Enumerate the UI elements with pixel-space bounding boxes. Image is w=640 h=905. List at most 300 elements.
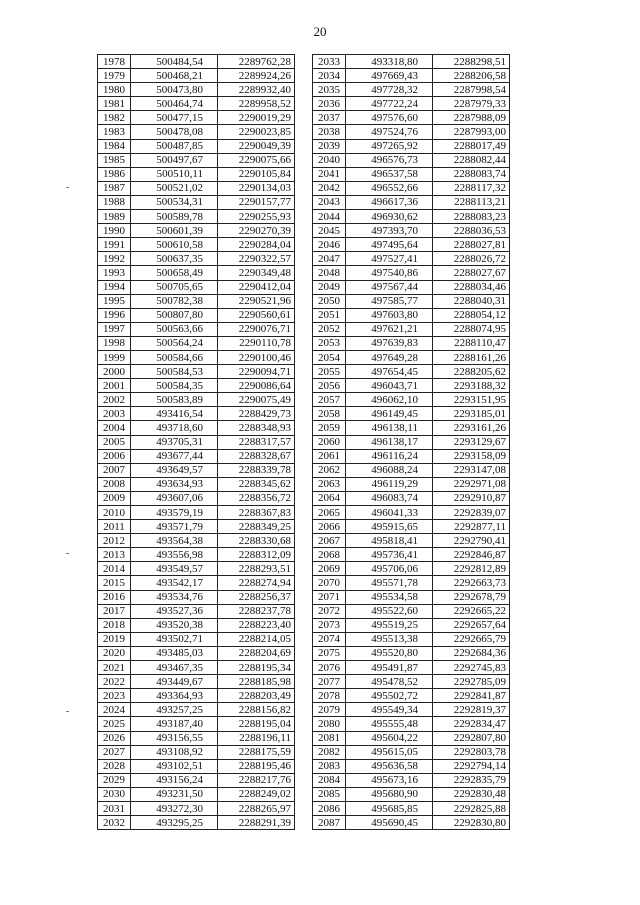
table-row bbox=[98, 294, 295, 308]
point-number-cell: 2086 bbox=[313, 801, 346, 815]
point-number-cell: 2032 bbox=[98, 816, 131, 830]
table-row bbox=[98, 646, 295, 660]
x-coordinate-cell: 500464,74 bbox=[131, 97, 218, 111]
point-number-cell: 1989 bbox=[98, 210, 131, 224]
y-coordinate-cell: 2288117,32 bbox=[433, 181, 510, 195]
x-coordinate-cell: 493534,76 bbox=[131, 590, 218, 604]
x-coordinate-cell: 497603,80 bbox=[346, 308, 433, 322]
table-row bbox=[313, 477, 510, 491]
y-coordinate-cell: 2288293,51 bbox=[218, 562, 295, 576]
table-row bbox=[313, 801, 510, 815]
y-coordinate-cell: 2293188,32 bbox=[433, 379, 510, 393]
table-row bbox=[313, 55, 510, 69]
x-coordinate-cell: 493257,25 bbox=[131, 703, 218, 717]
x-coordinate-cell: 500610,58 bbox=[131, 238, 218, 252]
point-number-cell: 1986 bbox=[98, 167, 131, 181]
x-coordinate-cell: 493564,38 bbox=[131, 534, 218, 548]
point-number-cell: 2027 bbox=[98, 745, 131, 759]
y-coordinate-cell: 2288027,81 bbox=[433, 238, 510, 252]
x-coordinate-cell: 496138,11 bbox=[346, 421, 433, 435]
table-row bbox=[313, 111, 510, 125]
table-body bbox=[98, 55, 295, 830]
y-coordinate-cell: 2288317,57 bbox=[218, 435, 295, 449]
y-coordinate-cell: 2292745,83 bbox=[433, 661, 510, 675]
x-coordinate-cell: 497495,64 bbox=[346, 238, 433, 252]
x-coordinate-cell: 493295,25 bbox=[131, 816, 218, 830]
x-coordinate-cell: 496083,74 bbox=[346, 491, 433, 505]
x-coordinate-cell: 493231,50 bbox=[131, 787, 218, 801]
point-number-cell: 2043 bbox=[313, 195, 346, 209]
point-number-cell: 2005 bbox=[98, 435, 131, 449]
y-coordinate-cell: 2288214,05 bbox=[218, 632, 295, 646]
y-coordinate-cell: 2289924,26 bbox=[218, 69, 295, 83]
point-number-cell: 2002 bbox=[98, 393, 131, 407]
y-coordinate-cell: 2288156,82 bbox=[218, 703, 295, 717]
y-coordinate-cell: 2288196,11 bbox=[218, 731, 295, 745]
table-row bbox=[313, 153, 510, 167]
table-row bbox=[313, 787, 510, 801]
y-coordinate-cell: 2292830,48 bbox=[433, 787, 510, 801]
y-coordinate-cell: 2290105,84 bbox=[218, 167, 295, 181]
point-number-cell: 1993 bbox=[98, 266, 131, 280]
y-coordinate-cell: 2292830,80 bbox=[433, 816, 510, 830]
point-number-cell: 1980 bbox=[98, 83, 131, 97]
x-coordinate-cell: 500497,67 bbox=[131, 153, 218, 167]
point-number-cell: 2069 bbox=[313, 562, 346, 576]
table-row bbox=[313, 576, 510, 590]
table-row bbox=[313, 506, 510, 520]
point-number-cell: 2021 bbox=[98, 661, 131, 675]
point-number-cell: 2040 bbox=[313, 153, 346, 167]
y-coordinate-cell: 2292846,87 bbox=[433, 548, 510, 562]
point-number-cell: 2059 bbox=[313, 421, 346, 435]
x-coordinate-cell: 495519,25 bbox=[346, 618, 433, 632]
table-row bbox=[98, 773, 295, 787]
point-number-cell: 2014 bbox=[98, 562, 131, 576]
point-number-cell: 2056 bbox=[313, 379, 346, 393]
y-coordinate-cell: 2288110,47 bbox=[433, 336, 510, 350]
y-coordinate-cell: 2292790,41 bbox=[433, 534, 510, 548]
x-coordinate-cell: 493571,79 bbox=[131, 520, 218, 534]
point-number-cell: 1996 bbox=[98, 308, 131, 322]
point-number-cell: 1995 bbox=[98, 294, 131, 308]
y-coordinate-cell: 2288040,31 bbox=[433, 294, 510, 308]
y-coordinate-cell: 2290412,04 bbox=[218, 280, 295, 294]
point-number-cell: 2018 bbox=[98, 618, 131, 632]
table-row bbox=[313, 463, 510, 477]
x-coordinate-cell: 500705,65 bbox=[131, 280, 218, 294]
x-coordinate-cell: 496576,73 bbox=[346, 153, 433, 167]
table-row bbox=[313, 745, 510, 759]
table-row bbox=[98, 745, 295, 759]
table-row bbox=[313, 534, 510, 548]
point-number-cell: 1988 bbox=[98, 195, 131, 209]
x-coordinate-cell: 500487,85 bbox=[131, 139, 218, 153]
table-row bbox=[313, 294, 510, 308]
x-coordinate-cell: 493485,03 bbox=[131, 646, 218, 660]
y-coordinate-cell: 2292663,73 bbox=[433, 576, 510, 590]
x-coordinate-cell: 493649,57 bbox=[131, 463, 218, 477]
x-coordinate-cell: 493542,17 bbox=[131, 576, 218, 590]
y-coordinate-cell: 2289932,40 bbox=[218, 83, 295, 97]
table-row bbox=[98, 379, 295, 393]
y-coordinate-cell: 2293129,67 bbox=[433, 435, 510, 449]
table-row bbox=[313, 421, 510, 435]
y-coordinate-cell: 2292785,09 bbox=[433, 675, 510, 689]
table-row bbox=[313, 618, 510, 632]
point-number-cell: 2077 bbox=[313, 675, 346, 689]
y-coordinate-cell: 2290521,96 bbox=[218, 294, 295, 308]
point-number-cell: 1997 bbox=[98, 322, 131, 336]
point-number-cell: 2008 bbox=[98, 477, 131, 491]
table-row bbox=[313, 562, 510, 576]
y-coordinate-cell: 2292841,87 bbox=[433, 689, 510, 703]
y-coordinate-cell: 2290560,61 bbox=[218, 308, 295, 322]
table-row bbox=[313, 759, 510, 773]
x-coordinate-cell: 493318,80 bbox=[346, 55, 433, 69]
point-number-cell: 2009 bbox=[98, 491, 131, 505]
x-coordinate-cell: 497728,32 bbox=[346, 83, 433, 97]
table-row bbox=[98, 491, 295, 505]
y-coordinate-cell: 2292839,07 bbox=[433, 506, 510, 520]
point-number-cell: 2075 bbox=[313, 646, 346, 660]
table-row bbox=[98, 534, 295, 548]
table-row bbox=[98, 632, 295, 646]
y-coordinate-cell: 2290023,85 bbox=[218, 125, 295, 139]
y-coordinate-cell: 2288256,37 bbox=[218, 590, 295, 604]
y-coordinate-cell: 2288195,46 bbox=[218, 759, 295, 773]
x-coordinate-cell: 495736,41 bbox=[346, 548, 433, 562]
table-row bbox=[313, 181, 510, 195]
table-row bbox=[313, 322, 510, 336]
y-coordinate-cell: 2288223,40 bbox=[218, 618, 295, 632]
point-number-cell: 2016 bbox=[98, 590, 131, 604]
y-coordinate-cell: 2290322,57 bbox=[218, 252, 295, 266]
x-coordinate-cell: 497654,45 bbox=[346, 365, 433, 379]
table-row bbox=[98, 731, 295, 745]
point-number-cell: 2023 bbox=[98, 689, 131, 703]
x-coordinate-cell: 493634,93 bbox=[131, 477, 218, 491]
point-number-cell: 1998 bbox=[98, 336, 131, 350]
y-coordinate-cell: 2288237,78 bbox=[218, 604, 295, 618]
x-coordinate-cell: 500584,66 bbox=[131, 350, 218, 364]
x-coordinate-cell: 495522,60 bbox=[346, 604, 433, 618]
y-coordinate-cell: 2288074,95 bbox=[433, 322, 510, 336]
point-number-cell: 2006 bbox=[98, 449, 131, 463]
point-number-cell: 1982 bbox=[98, 111, 131, 125]
y-coordinate-cell: 2288328,67 bbox=[218, 449, 295, 463]
table-row bbox=[98, 590, 295, 604]
x-coordinate-cell: 496088,24 bbox=[346, 463, 433, 477]
x-coordinate-cell: 500584,35 bbox=[131, 379, 218, 393]
table-row bbox=[313, 435, 510, 449]
point-number-cell: 1978 bbox=[98, 55, 131, 69]
point-number-cell: 2074 bbox=[313, 632, 346, 646]
x-coordinate-cell: 493272,30 bbox=[131, 801, 218, 815]
y-coordinate-cell: 2288274,94 bbox=[218, 576, 295, 590]
table-row bbox=[98, 139, 295, 153]
x-coordinate-cell: 497393,70 bbox=[346, 224, 433, 238]
table-row bbox=[98, 703, 295, 717]
point-number-cell: 1994 bbox=[98, 280, 131, 294]
table-row bbox=[98, 125, 295, 139]
table-row bbox=[98, 675, 295, 689]
y-coordinate-cell: 2288312,09 bbox=[218, 548, 295, 562]
point-number-cell: 2083 bbox=[313, 759, 346, 773]
y-coordinate-cell: 2288349,25 bbox=[218, 520, 295, 534]
table-row bbox=[98, 350, 295, 364]
table-row bbox=[98, 224, 295, 238]
point-number-cell: 2007 bbox=[98, 463, 131, 477]
point-number-cell: 2080 bbox=[313, 717, 346, 731]
table-row bbox=[313, 252, 510, 266]
x-coordinate-cell: 495571,78 bbox=[346, 576, 433, 590]
y-coordinate-cell: 2288291,39 bbox=[218, 816, 295, 830]
table-row bbox=[313, 520, 510, 534]
point-number-cell: 2063 bbox=[313, 477, 346, 491]
table-row bbox=[98, 618, 295, 632]
y-coordinate-cell: 2288265,97 bbox=[218, 801, 295, 815]
table-row bbox=[98, 421, 295, 435]
x-coordinate-cell: 495680,90 bbox=[346, 787, 433, 801]
x-coordinate-cell: 500521,02 bbox=[131, 181, 218, 195]
point-number-cell: 1990 bbox=[98, 224, 131, 238]
table-row bbox=[98, 520, 295, 534]
table-row bbox=[98, 195, 295, 209]
point-number-cell: 2067 bbox=[313, 534, 346, 548]
x-coordinate-cell: 495615,05 bbox=[346, 745, 433, 759]
x-coordinate-cell: 493449,67 bbox=[131, 675, 218, 689]
point-number-cell: 2055 bbox=[313, 365, 346, 379]
y-coordinate-cell: 2288034,46 bbox=[433, 280, 510, 294]
table-row bbox=[98, 238, 295, 252]
x-coordinate-cell: 496119,29 bbox=[346, 477, 433, 491]
table-row bbox=[98, 689, 295, 703]
x-coordinate-cell: 495915,65 bbox=[346, 520, 433, 534]
point-number-cell: 1983 bbox=[98, 125, 131, 139]
y-coordinate-cell: 2290100,46 bbox=[218, 350, 295, 364]
table-row bbox=[313, 238, 510, 252]
point-number-cell: 2030 bbox=[98, 787, 131, 801]
y-coordinate-cell: 2288083,23 bbox=[433, 210, 510, 224]
x-coordinate-cell: 500468,21 bbox=[131, 69, 218, 83]
point-number-cell: 2079 bbox=[313, 703, 346, 717]
x-coordinate-cell: 500583,89 bbox=[131, 393, 218, 407]
point-number-cell: 2003 bbox=[98, 407, 131, 421]
y-coordinate-cell: 2293161,26 bbox=[433, 421, 510, 435]
table-row bbox=[313, 210, 510, 224]
x-coordinate-cell: 497524,76 bbox=[346, 125, 433, 139]
point-number-cell: 2073 bbox=[313, 618, 346, 632]
y-coordinate-cell: 2290076,71 bbox=[218, 322, 295, 336]
point-number-cell: 2076 bbox=[313, 661, 346, 675]
point-number-cell: 2036 bbox=[313, 97, 346, 111]
y-coordinate-cell: 2288027,67 bbox=[433, 266, 510, 280]
point-number-cell: 2024 bbox=[98, 703, 131, 717]
table-row bbox=[98, 661, 295, 675]
y-coordinate-cell: 2290086,64 bbox=[218, 379, 295, 393]
point-number-cell: 2037 bbox=[313, 111, 346, 125]
x-coordinate-cell: 493520,38 bbox=[131, 618, 218, 632]
point-number-cell: 2015 bbox=[98, 576, 131, 590]
table-row bbox=[98, 153, 295, 167]
point-number-cell: 2022 bbox=[98, 675, 131, 689]
table-row bbox=[98, 562, 295, 576]
point-number-cell: 2025 bbox=[98, 717, 131, 731]
point-number-cell: 2031 bbox=[98, 801, 131, 815]
point-number-cell: 2057 bbox=[313, 393, 346, 407]
y-coordinate-cell: 2292819,37 bbox=[433, 703, 510, 717]
point-number-cell: 2082 bbox=[313, 745, 346, 759]
point-number-cell: 2053 bbox=[313, 336, 346, 350]
y-coordinate-cell: 2288083,74 bbox=[433, 167, 510, 181]
y-coordinate-cell: 2292910,87 bbox=[433, 491, 510, 505]
x-coordinate-cell: 493556,98 bbox=[131, 548, 218, 562]
y-coordinate-cell: 2288205,62 bbox=[433, 365, 510, 379]
x-coordinate-cell: 497527,41 bbox=[346, 252, 433, 266]
table-row bbox=[98, 435, 295, 449]
table-row bbox=[98, 604, 295, 618]
x-coordinate-cell: 497585,77 bbox=[346, 294, 433, 308]
x-coordinate-cell: 496930,62 bbox=[346, 210, 433, 224]
table-row bbox=[98, 308, 295, 322]
table-row bbox=[313, 646, 510, 660]
point-number-cell: 2085 bbox=[313, 787, 346, 801]
x-coordinate-cell: 496043,71 bbox=[346, 379, 433, 393]
table-row bbox=[313, 632, 510, 646]
table-row bbox=[98, 280, 295, 294]
y-coordinate-cell: 2287998,54 bbox=[433, 83, 510, 97]
x-coordinate-cell: 497722,24 bbox=[346, 97, 433, 111]
x-coordinate-cell: 495491,87 bbox=[346, 661, 433, 675]
table-row bbox=[313, 167, 510, 181]
table-row bbox=[313, 224, 510, 238]
y-coordinate-cell: 2292834,47 bbox=[433, 717, 510, 731]
x-coordinate-cell: 496552,66 bbox=[346, 181, 433, 195]
margin-mark bbox=[66, 711, 69, 712]
point-number-cell: 2068 bbox=[313, 548, 346, 562]
table-row bbox=[98, 69, 295, 83]
y-coordinate-cell: 2293151,95 bbox=[433, 393, 510, 407]
point-number-cell: 2087 bbox=[313, 816, 346, 830]
x-coordinate-cell: 493579,19 bbox=[131, 506, 218, 520]
table-row bbox=[98, 97, 295, 111]
x-coordinate-cell: 493718,60 bbox=[131, 421, 218, 435]
x-coordinate-cell: 493156,55 bbox=[131, 731, 218, 745]
table-row bbox=[313, 548, 510, 562]
x-coordinate-cell: 493364,93 bbox=[131, 689, 218, 703]
point-number-cell: 2052 bbox=[313, 322, 346, 336]
y-coordinate-cell: 2290049,39 bbox=[218, 139, 295, 153]
x-coordinate-cell: 493527,36 bbox=[131, 604, 218, 618]
table-row bbox=[313, 280, 510, 294]
x-coordinate-cell: 495636,58 bbox=[346, 759, 433, 773]
x-coordinate-cell: 495604,22 bbox=[346, 731, 433, 745]
point-number-cell: 2038 bbox=[313, 125, 346, 139]
table-row bbox=[98, 548, 295, 562]
y-coordinate-cell: 2288249,02 bbox=[218, 787, 295, 801]
x-coordinate-cell: 495818,41 bbox=[346, 534, 433, 548]
y-coordinate-cell: 2288185,98 bbox=[218, 675, 295, 689]
y-coordinate-cell: 2287979,33 bbox=[433, 97, 510, 111]
table-row bbox=[98, 252, 295, 266]
point-number-cell: 2034 bbox=[313, 69, 346, 83]
point-number-cell: 1987 bbox=[98, 181, 131, 195]
table-row bbox=[313, 773, 510, 787]
point-number-cell: 2000 bbox=[98, 365, 131, 379]
table-row bbox=[313, 83, 510, 97]
y-coordinate-cell: 2292684,36 bbox=[433, 646, 510, 660]
point-number-cell: 2001 bbox=[98, 379, 131, 393]
point-number-cell: 2033 bbox=[313, 55, 346, 69]
x-coordinate-cell: 500478,08 bbox=[131, 125, 218, 139]
table-row bbox=[98, 759, 295, 773]
x-coordinate-cell: 495549,34 bbox=[346, 703, 433, 717]
y-coordinate-cell: 2290075,49 bbox=[218, 393, 295, 407]
x-coordinate-cell: 496116,24 bbox=[346, 449, 433, 463]
point-number-cell: 2029 bbox=[98, 773, 131, 787]
table-row bbox=[313, 689, 510, 703]
x-coordinate-cell: 500807,80 bbox=[131, 308, 218, 322]
y-coordinate-cell: 2292665,22 bbox=[433, 604, 510, 618]
x-coordinate-cell: 495673,16 bbox=[346, 773, 433, 787]
y-coordinate-cell: 2289958,52 bbox=[218, 97, 295, 111]
y-coordinate-cell: 2292803,78 bbox=[433, 745, 510, 759]
point-number-cell: 1992 bbox=[98, 252, 131, 266]
y-coordinate-cell: 2290270,39 bbox=[218, 224, 295, 238]
y-coordinate-cell: 2288206,58 bbox=[433, 69, 510, 83]
point-number-cell: 2020 bbox=[98, 646, 131, 660]
y-coordinate-cell: 2288330,68 bbox=[218, 534, 295, 548]
page-number: 20 bbox=[313, 24, 327, 39]
table-row bbox=[98, 449, 295, 463]
y-coordinate-cell: 2288429,73 bbox=[218, 407, 295, 421]
y-coordinate-cell: 2290134,03 bbox=[218, 181, 295, 195]
y-coordinate-cell: 2287988,09 bbox=[433, 111, 510, 125]
x-coordinate-cell: 493677,44 bbox=[131, 449, 218, 463]
x-coordinate-cell: 493549,57 bbox=[131, 562, 218, 576]
x-coordinate-cell: 493705,31 bbox=[131, 435, 218, 449]
x-coordinate-cell: 496537,58 bbox=[346, 167, 433, 181]
x-coordinate-cell: 493156,24 bbox=[131, 773, 218, 787]
table-row bbox=[313, 407, 510, 421]
point-number-cell: 2062 bbox=[313, 463, 346, 477]
x-coordinate-cell: 500473,80 bbox=[131, 83, 218, 97]
point-number-cell: 2013 bbox=[98, 548, 131, 562]
table-row bbox=[98, 477, 295, 491]
table-row bbox=[313, 308, 510, 322]
x-coordinate-cell: 500510,11 bbox=[131, 167, 218, 181]
x-coordinate-cell: 497621,21 bbox=[346, 322, 433, 336]
table-row bbox=[98, 111, 295, 125]
y-coordinate-cell: 2292794,14 bbox=[433, 759, 510, 773]
y-coordinate-cell: 2288054,12 bbox=[433, 308, 510, 322]
y-coordinate-cell: 2288217,76 bbox=[218, 773, 295, 787]
margin-mark bbox=[66, 553, 69, 554]
table-row bbox=[98, 463, 295, 477]
x-coordinate-cell: 495685,85 bbox=[346, 801, 433, 815]
point-number-cell: 1981 bbox=[98, 97, 131, 111]
y-coordinate-cell: 2290255,93 bbox=[218, 210, 295, 224]
point-number-cell: 2061 bbox=[313, 449, 346, 463]
y-coordinate-cell: 2292678,79 bbox=[433, 590, 510, 604]
y-coordinate-cell: 2292971,08 bbox=[433, 477, 510, 491]
table-row bbox=[98, 266, 295, 280]
y-coordinate-cell: 2292877,11 bbox=[433, 520, 510, 534]
table-row bbox=[313, 365, 510, 379]
point-number-cell: 2078 bbox=[313, 689, 346, 703]
y-coordinate-cell: 2288017,49 bbox=[433, 139, 510, 153]
